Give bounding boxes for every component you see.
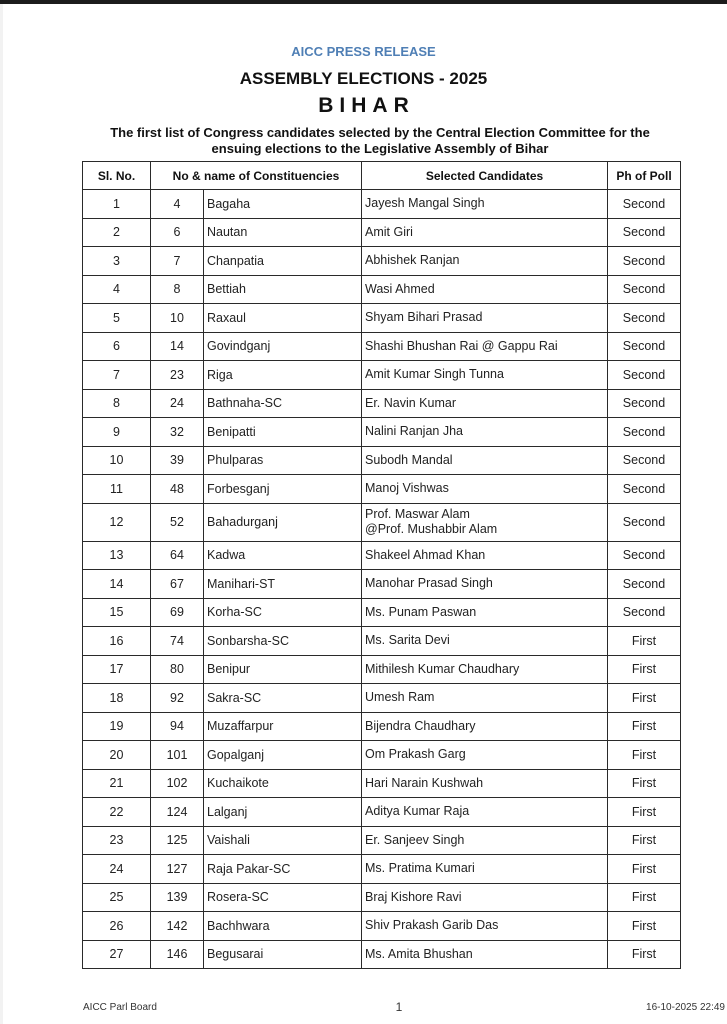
- phase-cell: First: [608, 883, 681, 912]
- constituency-name-cell: Phulparas: [204, 446, 362, 475]
- sl-no-cell: 12: [83, 503, 151, 541]
- constituency-name-cell: Bagaha: [204, 190, 362, 219]
- sl-no-cell: 19: [83, 712, 151, 741]
- constituency-name-cell: Bachhwara: [204, 912, 362, 941]
- constituency-name-cell: Rosera-SC: [204, 883, 362, 912]
- table-row: [83, 446, 681, 475]
- constituency-name-cell: Forbesganj: [204, 475, 362, 504]
- candidate-cell: Subodh Mandal: [362, 446, 608, 475]
- phase-cell: Second: [608, 541, 681, 570]
- table-row: [83, 912, 681, 941]
- subtitle-line-1: The first list of Congress candidates selected by the Central Election Committee for the: [110, 125, 650, 140]
- constituency-name-cell: Kadwa: [204, 541, 362, 570]
- constituency-number-cell: 146: [151, 940, 204, 969]
- constituency-number-cell: 67: [151, 570, 204, 599]
- phase-cell: First: [608, 684, 681, 713]
- sl-no-cell: 15: [83, 598, 151, 627]
- table-row: [83, 304, 681, 333]
- constituency-number-cell: 125: [151, 826, 204, 855]
- candidates-table: [82, 161, 681, 969]
- sl-no-cell: 16: [83, 627, 151, 656]
- candidate-name-line-2: @Prof. Mushabbir Alam: [365, 522, 498, 536]
- phase-cell: Second: [608, 418, 681, 447]
- constituency-number-cell: 74: [151, 627, 204, 656]
- sl-no-cell: 1: [83, 190, 151, 219]
- candidate-cell: Manohar Prasad Singh: [362, 570, 608, 599]
- constituency-number-cell: 10: [151, 304, 204, 333]
- candidate-cell: Shiv Prakash Garib Das: [362, 912, 608, 941]
- phase-cell: Second: [608, 332, 681, 361]
- table-row: [83, 218, 681, 247]
- constituency-name-cell: Govindganj: [204, 332, 362, 361]
- table-row: [83, 855, 681, 884]
- page-number: 1: [395, 1000, 403, 1014]
- sl-no-cell: 7: [83, 361, 151, 390]
- constituency-name-cell: Muzaffarpur: [204, 712, 362, 741]
- constituency-name-cell: Raja Pakar-SC: [204, 855, 362, 884]
- sl-no-cell: 8: [83, 389, 151, 418]
- top-border: [0, 0, 727, 4]
- phase-cell: Second: [608, 218, 681, 247]
- constituency-number-cell: 8: [151, 275, 204, 304]
- constituency-number-cell: 142: [151, 912, 204, 941]
- column-header-candidate: Selected Candidates: [362, 162, 608, 190]
- sl-no-cell: 5: [83, 304, 151, 333]
- candidate-name-line-1: Prof. Maswar Alam: [365, 507, 470, 521]
- sl-no-cell: 17: [83, 655, 151, 684]
- constituency-number-cell: 52: [151, 503, 204, 541]
- subtitle-line-2: ensuing elections to the Legislative Assembly of Bihar: [211, 141, 549, 156]
- phase-cell: First: [608, 769, 681, 798]
- sl-no-cell: 18: [83, 684, 151, 713]
- document-title: ASSEMBLY ELECTIONS - 2025: [239, 69, 488, 88]
- table-row: [83, 826, 681, 855]
- constituency-number-cell: 80: [151, 655, 204, 684]
- phase-cell: First: [608, 855, 681, 884]
- document-subtitle: [40, 125, 720, 157]
- constituency-name-cell: Benipatti: [204, 418, 362, 447]
- constituency-number-cell: 124: [151, 798, 204, 827]
- constituency-number-cell: 92: [151, 684, 204, 713]
- phase-cell: Second: [608, 190, 681, 219]
- candidate-cell: Braj Kishore Ravi: [362, 883, 608, 912]
- phase-cell: First: [608, 741, 681, 770]
- constituency-name-cell: Manihari-ST: [204, 570, 362, 599]
- table-row: [83, 598, 681, 627]
- table-row: [83, 275, 681, 304]
- table-row: [83, 655, 681, 684]
- candidate-cell: Jayesh Mangal Singh: [362, 190, 608, 219]
- candidate-cell: Om Prakash Garg: [362, 741, 608, 770]
- sl-no-cell: 21: [83, 769, 151, 798]
- candidate-cell: Ms. Sarita Devi: [362, 627, 608, 656]
- candidate-cell: Umesh Ram: [362, 684, 608, 713]
- table-row: [83, 883, 681, 912]
- constituency-number-cell: 139: [151, 883, 204, 912]
- candidate-cell: Shakeel Ahmad Khan: [362, 541, 608, 570]
- candidate-cell: Ms. Punam Paswan: [362, 598, 608, 627]
- phase-cell: Second: [608, 275, 681, 304]
- phase-cell: Second: [608, 503, 681, 541]
- phase-cell: First: [608, 655, 681, 684]
- footer-timestamp: 16-10-2025 22:49: [646, 1002, 725, 1013]
- candidate-cell: Shyam Bihari Prasad: [362, 304, 608, 333]
- constituency-number-cell: 7: [151, 247, 204, 276]
- table-row: [83, 190, 681, 219]
- phase-cell: Second: [608, 446, 681, 475]
- sl-no-cell: 2: [83, 218, 151, 247]
- column-header-phase: Ph of Poll: [608, 162, 681, 190]
- sl-no-cell: 20: [83, 741, 151, 770]
- column-header-constituency: No & name of Constituencies: [151, 162, 362, 190]
- candidate-cell: Bijendra Chaudhary: [362, 712, 608, 741]
- constituency-name-cell: Bettiah: [204, 275, 362, 304]
- candidate-cell: Aditya Kumar Raja: [362, 798, 608, 827]
- sl-no-cell: 9: [83, 418, 151, 447]
- constituency-name-cell: Nautan: [204, 218, 362, 247]
- table-row: [83, 361, 681, 390]
- table-row: [83, 332, 681, 361]
- table-row: [83, 769, 681, 798]
- constituency-number-cell: 14: [151, 332, 204, 361]
- sl-no-cell: 4: [83, 275, 151, 304]
- phase-cell: First: [608, 627, 681, 656]
- candidate-cell: Shashi Bhushan Rai @ Gappu Rai: [362, 332, 608, 361]
- constituency-name-cell: Lalganj: [204, 798, 362, 827]
- constituency-number-cell: 6: [151, 218, 204, 247]
- phase-cell: Second: [608, 598, 681, 627]
- constituency-number-cell: 48: [151, 475, 204, 504]
- sl-no-cell: 13: [83, 541, 151, 570]
- phase-cell: First: [608, 912, 681, 941]
- candidate-cell: Nalini Ranjan Jha: [362, 418, 608, 447]
- phase-cell: Second: [608, 475, 681, 504]
- constituency-number-cell: 4: [151, 190, 204, 219]
- constituency-name-cell: Sakra-SC: [204, 684, 362, 713]
- press-release-label: AICC PRESS RELEASE: [291, 44, 436, 59]
- table-row: [83, 940, 681, 969]
- constituency-name-cell: Benipur: [204, 655, 362, 684]
- phase-cell: First: [608, 826, 681, 855]
- constituency-number-cell: 39: [151, 446, 204, 475]
- phase-cell: Second: [608, 389, 681, 418]
- phase-cell: Second: [608, 361, 681, 390]
- phase-cell: First: [608, 798, 681, 827]
- sl-no-cell: 24: [83, 855, 151, 884]
- constituency-number-cell: 64: [151, 541, 204, 570]
- constituency-name-cell: Vaishali: [204, 826, 362, 855]
- constituency-name-cell: Gopalganj: [204, 741, 362, 770]
- constituency-number-cell: 102: [151, 769, 204, 798]
- phase-cell: Second: [608, 570, 681, 599]
- candidate-cell: Abhishek Ranjan: [362, 247, 608, 276]
- candidate-cell: Ms. Pratima Kumari: [362, 855, 608, 884]
- candidate-cell: Hari Narain Kushwah: [362, 769, 608, 798]
- constituency-name-cell: Bathnaha-SC: [204, 389, 362, 418]
- table-row: [83, 389, 681, 418]
- page-edge: [0, 4, 3, 1024]
- sl-no-cell: 26: [83, 912, 151, 941]
- constituency-number-cell: 24: [151, 389, 204, 418]
- constituency-number-cell: 127: [151, 855, 204, 884]
- candidate-cell: Er. Navin Kumar: [362, 389, 608, 418]
- table-row: [83, 541, 681, 570]
- table-row: [83, 684, 681, 713]
- constituency-number-cell: 23: [151, 361, 204, 390]
- candidate-cell: Amit Kumar Singh Tunna: [362, 361, 608, 390]
- candidate-cell: Manoj Vishwas: [362, 475, 608, 504]
- candidate-cell: Er. Sanjeev Singh: [362, 826, 608, 855]
- constituency-name-cell: Korha-SC: [204, 598, 362, 627]
- constituency-name-cell: Sonbarsha-SC: [204, 627, 362, 656]
- constituency-name-cell: Bahadurganj: [204, 503, 362, 541]
- table-row: [83, 627, 681, 656]
- phase-cell: First: [608, 940, 681, 969]
- candidate-cell: Amit Giri: [362, 218, 608, 247]
- sl-no-cell: 14: [83, 570, 151, 599]
- table-row: [83, 712, 681, 741]
- sl-no-cell: 6: [83, 332, 151, 361]
- table-row: [83, 475, 681, 504]
- sl-no-cell: 22: [83, 798, 151, 827]
- candidate-cell: Wasi Ahmed: [362, 275, 608, 304]
- state-heading: BIHAR: [318, 94, 415, 117]
- candidate-cell: Ms. Amita Bhushan: [362, 940, 608, 969]
- table-row: [83, 418, 681, 447]
- table-row: [83, 741, 681, 770]
- constituency-name-cell: Chanpatia: [204, 247, 362, 276]
- table-body: [83, 190, 681, 969]
- constituency-name-cell: Kuchaikote: [204, 769, 362, 798]
- footer-issuer: AICC Parl Board: [83, 1002, 157, 1013]
- table-row: [83, 798, 681, 827]
- phase-cell: Second: [608, 247, 681, 276]
- sl-no-cell: 25: [83, 883, 151, 912]
- table-row: [83, 247, 681, 276]
- sl-no-cell: 11: [83, 475, 151, 504]
- sl-no-cell: 27: [83, 940, 151, 969]
- constituency-number-cell: 69: [151, 598, 204, 627]
- table-row: [83, 570, 681, 599]
- constituency-number-cell: 101: [151, 741, 204, 770]
- phase-cell: First: [608, 712, 681, 741]
- sl-no-cell: 3: [83, 247, 151, 276]
- candidate-cell: [362, 503, 608, 541]
- table-header-row: [83, 162, 681, 190]
- constituency-name-cell: Raxaul: [204, 304, 362, 333]
- constituency-number-cell: 32: [151, 418, 204, 447]
- candidate-cell: Mithilesh Kumar Chaudhary: [362, 655, 608, 684]
- sl-no-cell: 23: [83, 826, 151, 855]
- sl-no-cell: 10: [83, 446, 151, 475]
- constituency-name-cell: Begusarai: [204, 940, 362, 969]
- table-row: [83, 503, 681, 541]
- constituency-name-cell: Riga: [204, 361, 362, 390]
- column-header-sl-no: Sl. No.: [83, 162, 151, 190]
- constituency-number-cell: 94: [151, 712, 204, 741]
- phase-cell: Second: [608, 304, 681, 333]
